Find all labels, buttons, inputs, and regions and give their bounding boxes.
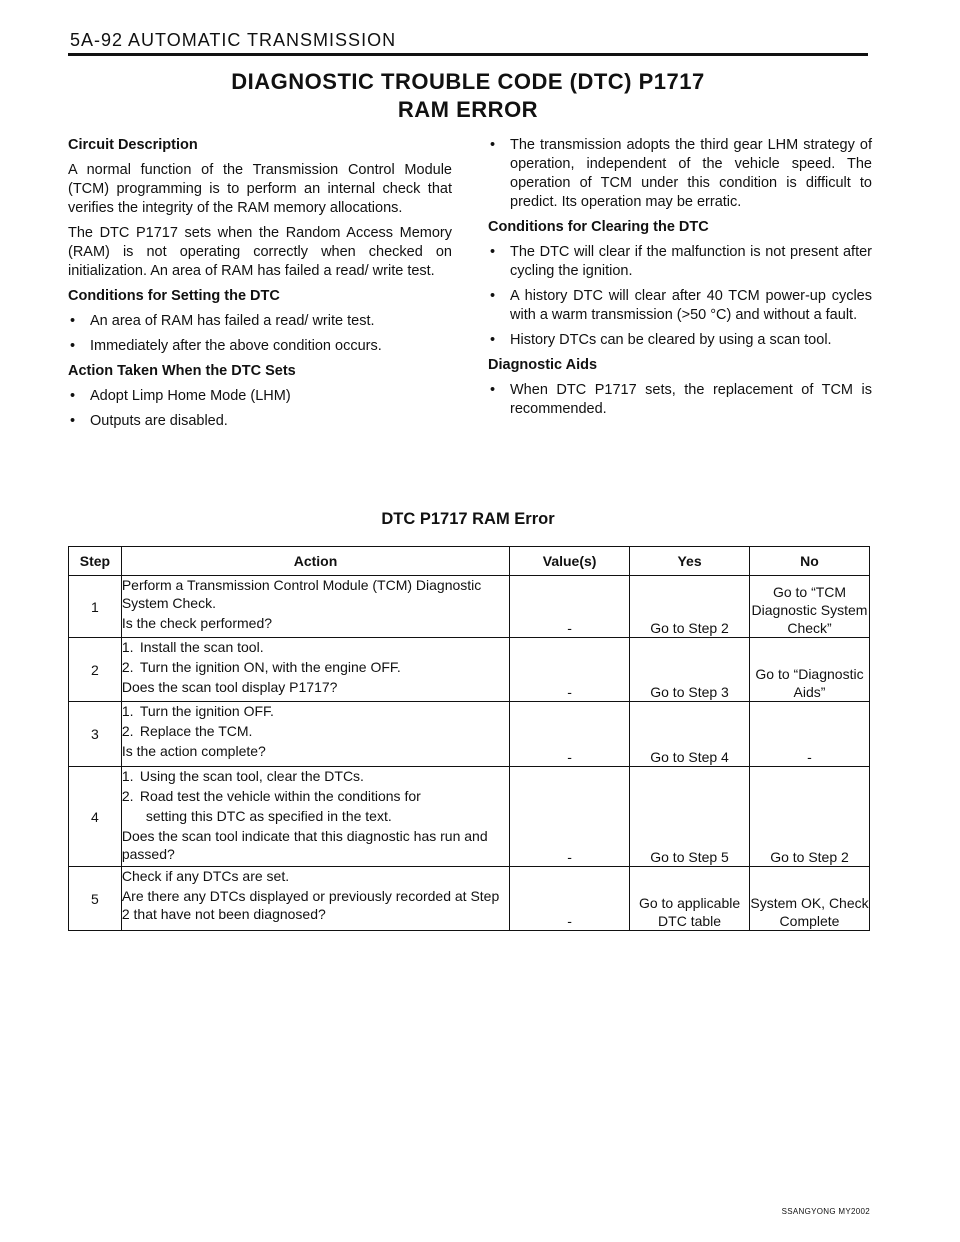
right-column: [488, 136, 872, 425]
table-row: [69, 867, 870, 931]
list-item: • An area of RAM has failed a read/ write test.: [68, 312, 452, 331]
action-text: Turn the ignition OFF.: [139, 703, 274, 719]
no-cell: Go to Step 2: [750, 767, 870, 867]
list-item: • A history DTC will clear after 40 TCM power-up cycles with a warm transmission (>50 °C) and without a fault.: [488, 287, 872, 325]
action-step: [122, 722, 509, 740]
action-text: Install the scan tool.: [139, 639, 264, 655]
action-cell: [121, 702, 509, 767]
conditions-setting-list: [68, 312, 452, 356]
step-number: 3: [69, 702, 122, 767]
step-index: 2.: [121, 723, 134, 739]
table-row: [69, 702, 870, 767]
main-title-line-2: RAM ERROR: [397, 97, 539, 122]
value-cell: -: [510, 767, 630, 867]
action-text: Turn the ignition ON, with the engine OFF.: [139, 659, 401, 675]
lhm-strategy-list: [488, 136, 872, 212]
header-step: Step: [69, 547, 122, 576]
action-question: Are there any DTCs displayed or previously recorded at Step 2 that have not been diagnosed?: [121, 888, 500, 922]
action-taken-heading: Action Taken When the DTC Sets: [68, 363, 296, 379]
header-rule: [68, 53, 868, 56]
table-row: [69, 767, 870, 867]
circuit-description-paragraph-1: A normal function of the Transmission Control Module (TCM) programming is to perform an internal check that verifies the integrity of the RAM memory allocations.: [68, 162, 452, 216]
yes-cell: Go to Step 4: [630, 702, 750, 767]
no-cell: Go to “TCM Diagnostic System Check”: [750, 576, 870, 638]
value-cell: -: [510, 638, 630, 702]
action-taken-list: [68, 387, 452, 431]
action-cell: [121, 867, 509, 931]
step-index: 1.: [121, 768, 134, 784]
header-action: Action: [121, 547, 509, 576]
step-index: 1.: [121, 639, 134, 655]
action-cell: [121, 767, 509, 867]
no-cell: -: [750, 702, 870, 767]
step-number: 1: [69, 576, 122, 638]
action-step: [122, 767, 509, 785]
main-title-line-1: DIAGNOSTIC TROUBLE CODE (DTC) P1717: [231, 69, 705, 94]
step-number: 5: [69, 867, 122, 931]
list-item: • The transmission adopts the third gear LHM strategy of operation, independent of the vehicle speed. The operation of TCM under this condition is difficult to predict. Its operation may be erratic.: [488, 136, 872, 212]
conditions-clearing-list: [488, 243, 872, 350]
no-cell: Go to “Diagnostic Aids”: [750, 638, 870, 702]
main-title: [68, 68, 868, 124]
action-text: Replace the TCM.: [139, 723, 253, 739]
action-step: [122, 638, 509, 656]
conditions-setting-heading: Conditions for Setting the DTC: [68, 288, 280, 304]
list-item: • History DTCs can be cleared by using a scan tool.: [488, 331, 872, 350]
circuit-description-heading: Circuit Description: [68, 137, 198, 153]
list-item: • When DTC P1717 sets, the replacement of TCM is recommended.: [488, 381, 872, 419]
page-header-title: 5A-92 AUTOMATIC TRANSMISSION: [70, 30, 397, 50]
action-text-continued: setting this DTC as specified in the text.: [145, 808, 392, 824]
action-step: [122, 787, 509, 805]
action-text: Check if any DTCs are set.: [121, 868, 290, 884]
table-row: [69, 576, 870, 638]
value-cell: -: [510, 702, 630, 767]
action-question: Is the action complete?: [121, 743, 266, 759]
diagnostic-table: [68, 546, 870, 931]
list-item: • The DTC will clear if the malfunction is not present after cycling the ignition.: [488, 243, 872, 281]
action-question: Does the scan tool indicate that this diagnostic has run and passed?: [121, 828, 488, 862]
yes-cell: Go to Step 5: [630, 767, 750, 867]
circuit-description-paragraph-2: The DTC P1717 sets when the Random Access Memory (RAM) is not operating correctly when checked on initialization. An area of RAM has failed a read/ write test.: [68, 225, 452, 279]
diagnostic-aids-list: [488, 381, 872, 419]
step-number: 2: [69, 638, 122, 702]
action-text: Road test the vehicle within the conditions for: [139, 788, 421, 804]
yes-cell: Go to Step 3: [630, 638, 750, 702]
yes-cell: Go to Step 2: [630, 576, 750, 638]
action-step: [122, 702, 509, 720]
conditions-clearing-heading: Conditions for Clearing the DTC: [488, 219, 709, 235]
action-question: Does the scan tool display P1717?: [121, 679, 338, 695]
list-item: • Immediately after the above condition occurs.: [68, 337, 452, 356]
no-cell: System OK, Check Complete: [750, 867, 870, 931]
action-question: Is the check performed?: [121, 615, 273, 631]
table-title: DTC P1717 RAM Error: [381, 510, 555, 528]
step-index: 2.: [121, 659, 134, 675]
step-index: 1.: [121, 703, 134, 719]
header-values: Value(s): [510, 547, 630, 576]
step-number: 4: [69, 767, 122, 867]
action-step: [122, 658, 509, 676]
table-header-row: [69, 547, 870, 576]
table-row: [69, 638, 870, 702]
diagnostic-aids-heading: Diagnostic Aids: [488, 357, 598, 373]
list-item: • Adopt Limp Home Mode (LHM): [68, 387, 452, 406]
action-text: Perform a Transmission Control Module (TCM) Diagnostic System Check.: [121, 577, 482, 611]
header-no: No: [750, 547, 870, 576]
yes-cell: Go to applicable DTC table: [630, 867, 750, 931]
left-column: [68, 136, 452, 437]
value-cell: -: [510, 867, 630, 931]
value-cell: -: [510, 576, 630, 638]
footer-note: SSANGYONG MY2002: [781, 1207, 870, 1216]
list-item: • Outputs are disabled.: [68, 412, 452, 431]
action-cell: [121, 576, 509, 638]
action-cell: [121, 638, 509, 702]
header-yes: Yes: [630, 547, 750, 576]
action-text: Using the scan tool, clear the DTCs.: [139, 768, 364, 784]
step-index: 2.: [121, 788, 134, 804]
